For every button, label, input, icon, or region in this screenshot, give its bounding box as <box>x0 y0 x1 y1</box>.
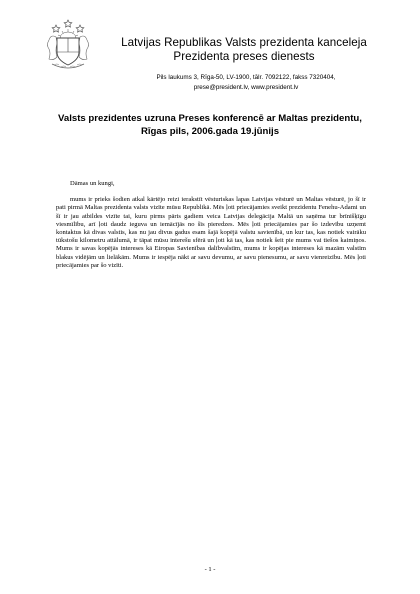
organization-name <box>104 36 384 64</box>
speech-paragraph: mums ir prieks šodien atkal kārtējo reizi ierakstīt vēsturiskas lapas Latvijas vēsturē un Maltas vēsturē, jo šī ir pati pirmā Maltas prezidenta valsts vizīte mūsu Republikā. Mēs ļoti priecājamies sveikt prezidentu Fenehu-Adami un šī ir jau atbildes vizīte tai, kuru pirms pāris gadiem veica Latvijas delegācija Maltā un saņēma tur brīnišķīgu viesmīlību, arī ļoti daudz ieguva un iemācījās no šīs pieredzes. Mēs ļoti priecājamies par šo izdevību uzņemt kontaktus kā divas valstis, kas nu jau divus gadus esam šajā kopējā valstu savienībā, un kur tas, kas notiek vairāku tūkstošu kilometru attālumā, ir tāpat mūsu interešu sfērā un ļoti kā tas, kas notiek šeit pie mums vai tiešos kaimiņos. Mums ir savas kopējās intereses kā Eiropas Savienības dalībvalstīm, mums ir kopējas intereses kā mazām valstīm blakus vidējām un lielākām. Mums ir iespēja nākt ar savu devumu, ar savu pienesumu, ar savu vienreizību. Mēs ļoti priecājamies par šo vizīti. <box>56 196 366 269</box>
contact-web: prese@president.lv, www.president.lv <box>193 83 299 91</box>
org-name-line1: Latvijas Republikas Valsts prezidenta kanceleja <box>121 36 367 49</box>
latvia-coat-of-arms-icon <box>44 16 92 72</box>
speech-body <box>56 180 366 270</box>
contact-info <box>112 73 380 92</box>
org-name-line2: Prezidenta preses dienests <box>173 50 315 63</box>
contact-address: Pils laukums 3, Rīga-50, LV-1900, tālr. 7092122, fakss 7320404, <box>156 74 336 81</box>
title-line2: Rīgas pils, 2006.gada 19.jūnijs <box>140 126 280 137</box>
title-line1: Valsts prezidentes uzruna Preses konferencē ar Maltas prezidentu, <box>58 113 362 124</box>
greeting: Dāmas un kungi, <box>70 180 115 187</box>
page-number: - 1 - <box>204 566 216 573</box>
document-title <box>40 112 380 138</box>
